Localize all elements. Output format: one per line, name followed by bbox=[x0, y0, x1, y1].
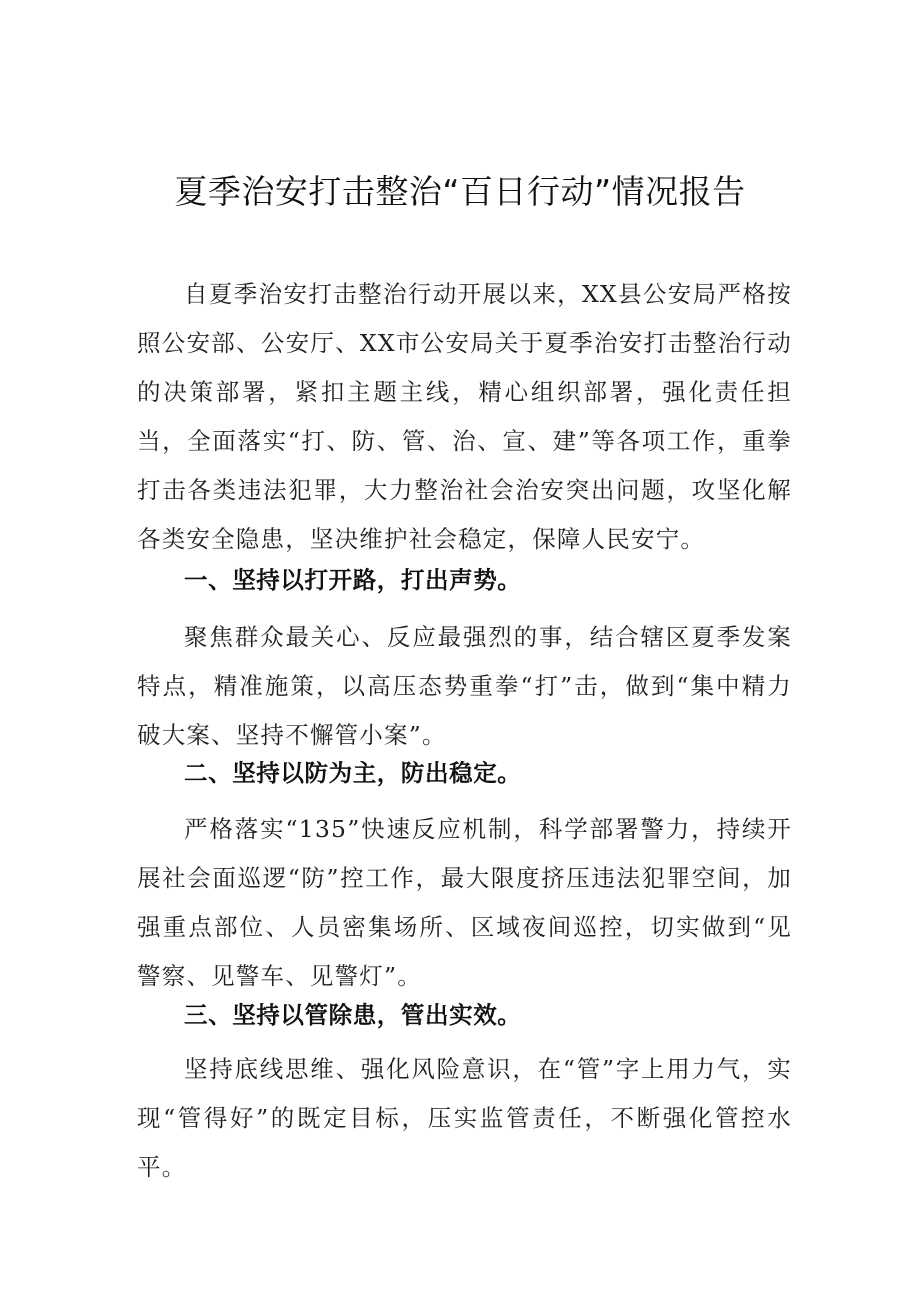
section-heading-3: 三、坚持以管除患，管出实效。 bbox=[184, 1001, 522, 1029]
section-heading-1: 一、坚持以打开路，打出声势。 bbox=[184, 566, 522, 594]
section-heading-2: 二、坚持以防为主，防出稳定。 bbox=[184, 759, 522, 787]
section-body-1: 聚焦群众最关心、反应最强烈的事，结合辖区夏季发案特点，精准施策，以高压态势重拳“打”击，做到“集中精力破大案、坚持不懈管小案”。 bbox=[137, 623, 792, 749]
section-body-2: 严格落实“135”快速反应机制，科学部署警力，持续开展社会面巡逻“防”控工作，最大限度挤压违法犯罪空间，加强重点部位、人员密集场所、区域夜间巡控，切实做到“见警察、见警车、见警灯”。 bbox=[137, 815, 792, 990]
intro-paragraph: 自夏季治安打击整治行动开展以来，XX县公安局严格按照公安部、公安厅、XX市公安局关于夏季治安打击整治行动的决策部署，紧扣主题主线，精心组织部署，强化责任担当，全面落实“打、防、管、治、宣、建”等各项工作，重拳打击各类违法犯罪，大力整治社会治安突出问题，攻坚化解各类安全隐患，坚决维护社会稳定，保障人民安宁。 bbox=[137, 280, 792, 553]
document-title: 夏季治安打击整治“百日行动”情况报告 bbox=[174, 172, 746, 211]
section-body-3: 坚持底线思维、强化风险意识，在“管”字上用力气，实现“管得好”的既定目标，压实监管责任，不断强化管控水平。 bbox=[137, 1055, 792, 1181]
